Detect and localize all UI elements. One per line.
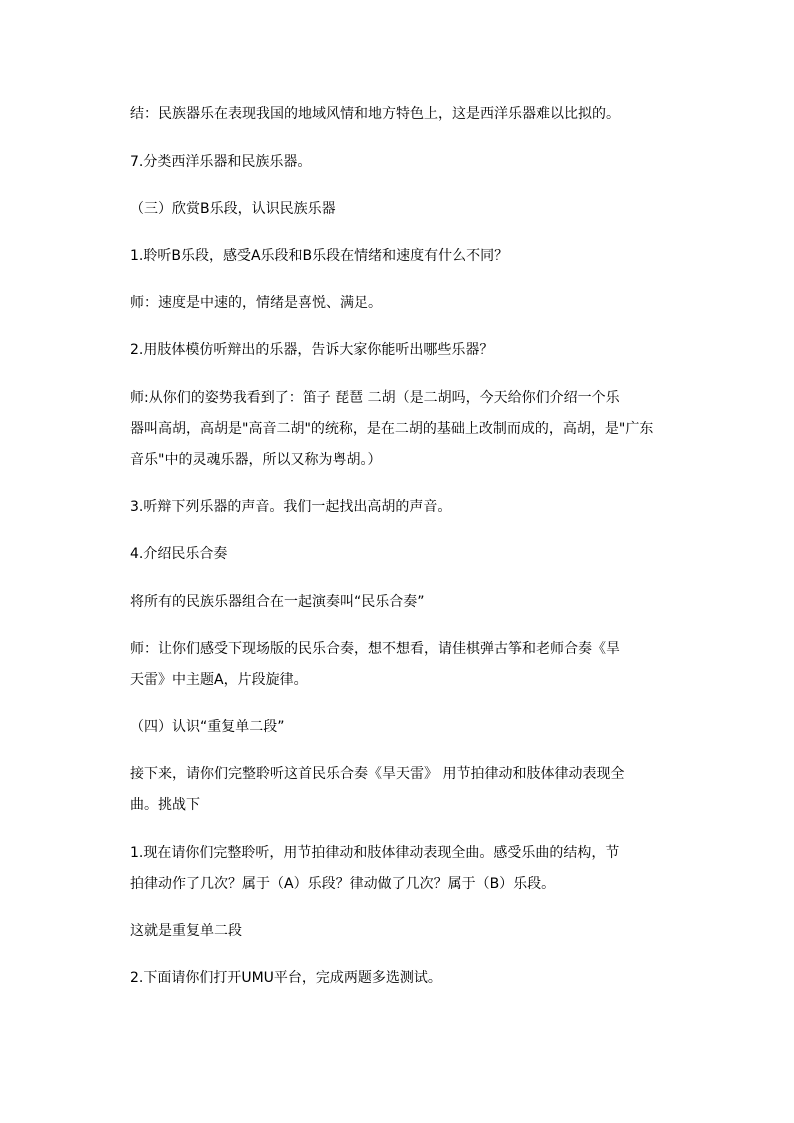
paragraph-step-1: 1.聆听B乐段，感受A乐段和B乐段在情绪和速度有什么不同？ — [130, 248, 509, 264]
paragraph-step-2: 2.用肢体模仿听辩出的乐器，告诉大家你能听出哪些乐器？ — [130, 342, 494, 358]
paragraph-teacher-2-line-1: 师:从你们的姿势我看到了：笛子 琵琶 二胡（是二胡吗，今天给你们介绍一个乐 — [130, 390, 620, 406]
paragraph-conclusion: 结：民族器乐在表现我国的地域风情和地方特色上，这是西洋乐器难以比拟的。 — [130, 106, 620, 122]
paragraph-teacher-2-line-2: 器叫高胡，高胡是"高音二胡"的统称，是在二胡的基础上改制而成的，高胡，是"广东 — [130, 421, 654, 437]
paragraph-step-7: 7.分类西洋乐器和民族乐器。 — [130, 154, 312, 170]
paragraph-step-1b-line-1: 1.现在请你们完整聆听，用节拍律动和肢体律动表现全曲。感受乐曲的结构，节 — [130, 845, 620, 861]
paragraph-teacher-3-line-1: 师：让你们感受下现场版的民乐合奏，想不想看，请佳棋弹古筝和老师合奏《旱 — [130, 641, 620, 657]
paragraph-step-4: 4.介绍民乐合奏 — [130, 546, 228, 562]
section-heading-3: （三）欣赏B乐段，认识民族乐器 — [130, 201, 336, 217]
paragraph-teacher-3-line-2: 天雷》中主题A，片段旋律。 — [130, 672, 308, 688]
paragraph-step-3: 3.听辩下列乐器的声音。我们一起找出高胡的声音。 — [130, 499, 452, 515]
paragraph-teacher-1: 师：速度是中速的，情绪是喜悦、满足。 — [130, 295, 382, 311]
paragraph-intro-line-1: 接下来，请你们完整聆听这首民乐合奏《旱天雷》 用节拍律动和肢体律动表现全 — [130, 766, 625, 782]
paragraph-step-1b-line-2: 拍律动作了几次？属于（A）乐段？律动做了几次？属于（B）乐段。 — [130, 876, 556, 892]
paragraph-step-2b: 2.下面请你们打开UMU平台，完成两题多选测试。 — [130, 970, 442, 986]
paragraph-teacher-2-line-3: 音乐"中的灵魂乐器，所以又称为粤胡。） — [130, 452, 382, 468]
paragraph-structure-note: 这就是重复单二段 — [130, 923, 242, 939]
paragraph-ensemble-definition: 将所有的民族乐器组合在一起演奏叫“民乐合奏” — [130, 594, 425, 610]
section-heading-4: （四）认识“重复单二段” — [130, 719, 285, 735]
paragraph-intro-line-2: 曲。挑战下 — [130, 797, 200, 813]
